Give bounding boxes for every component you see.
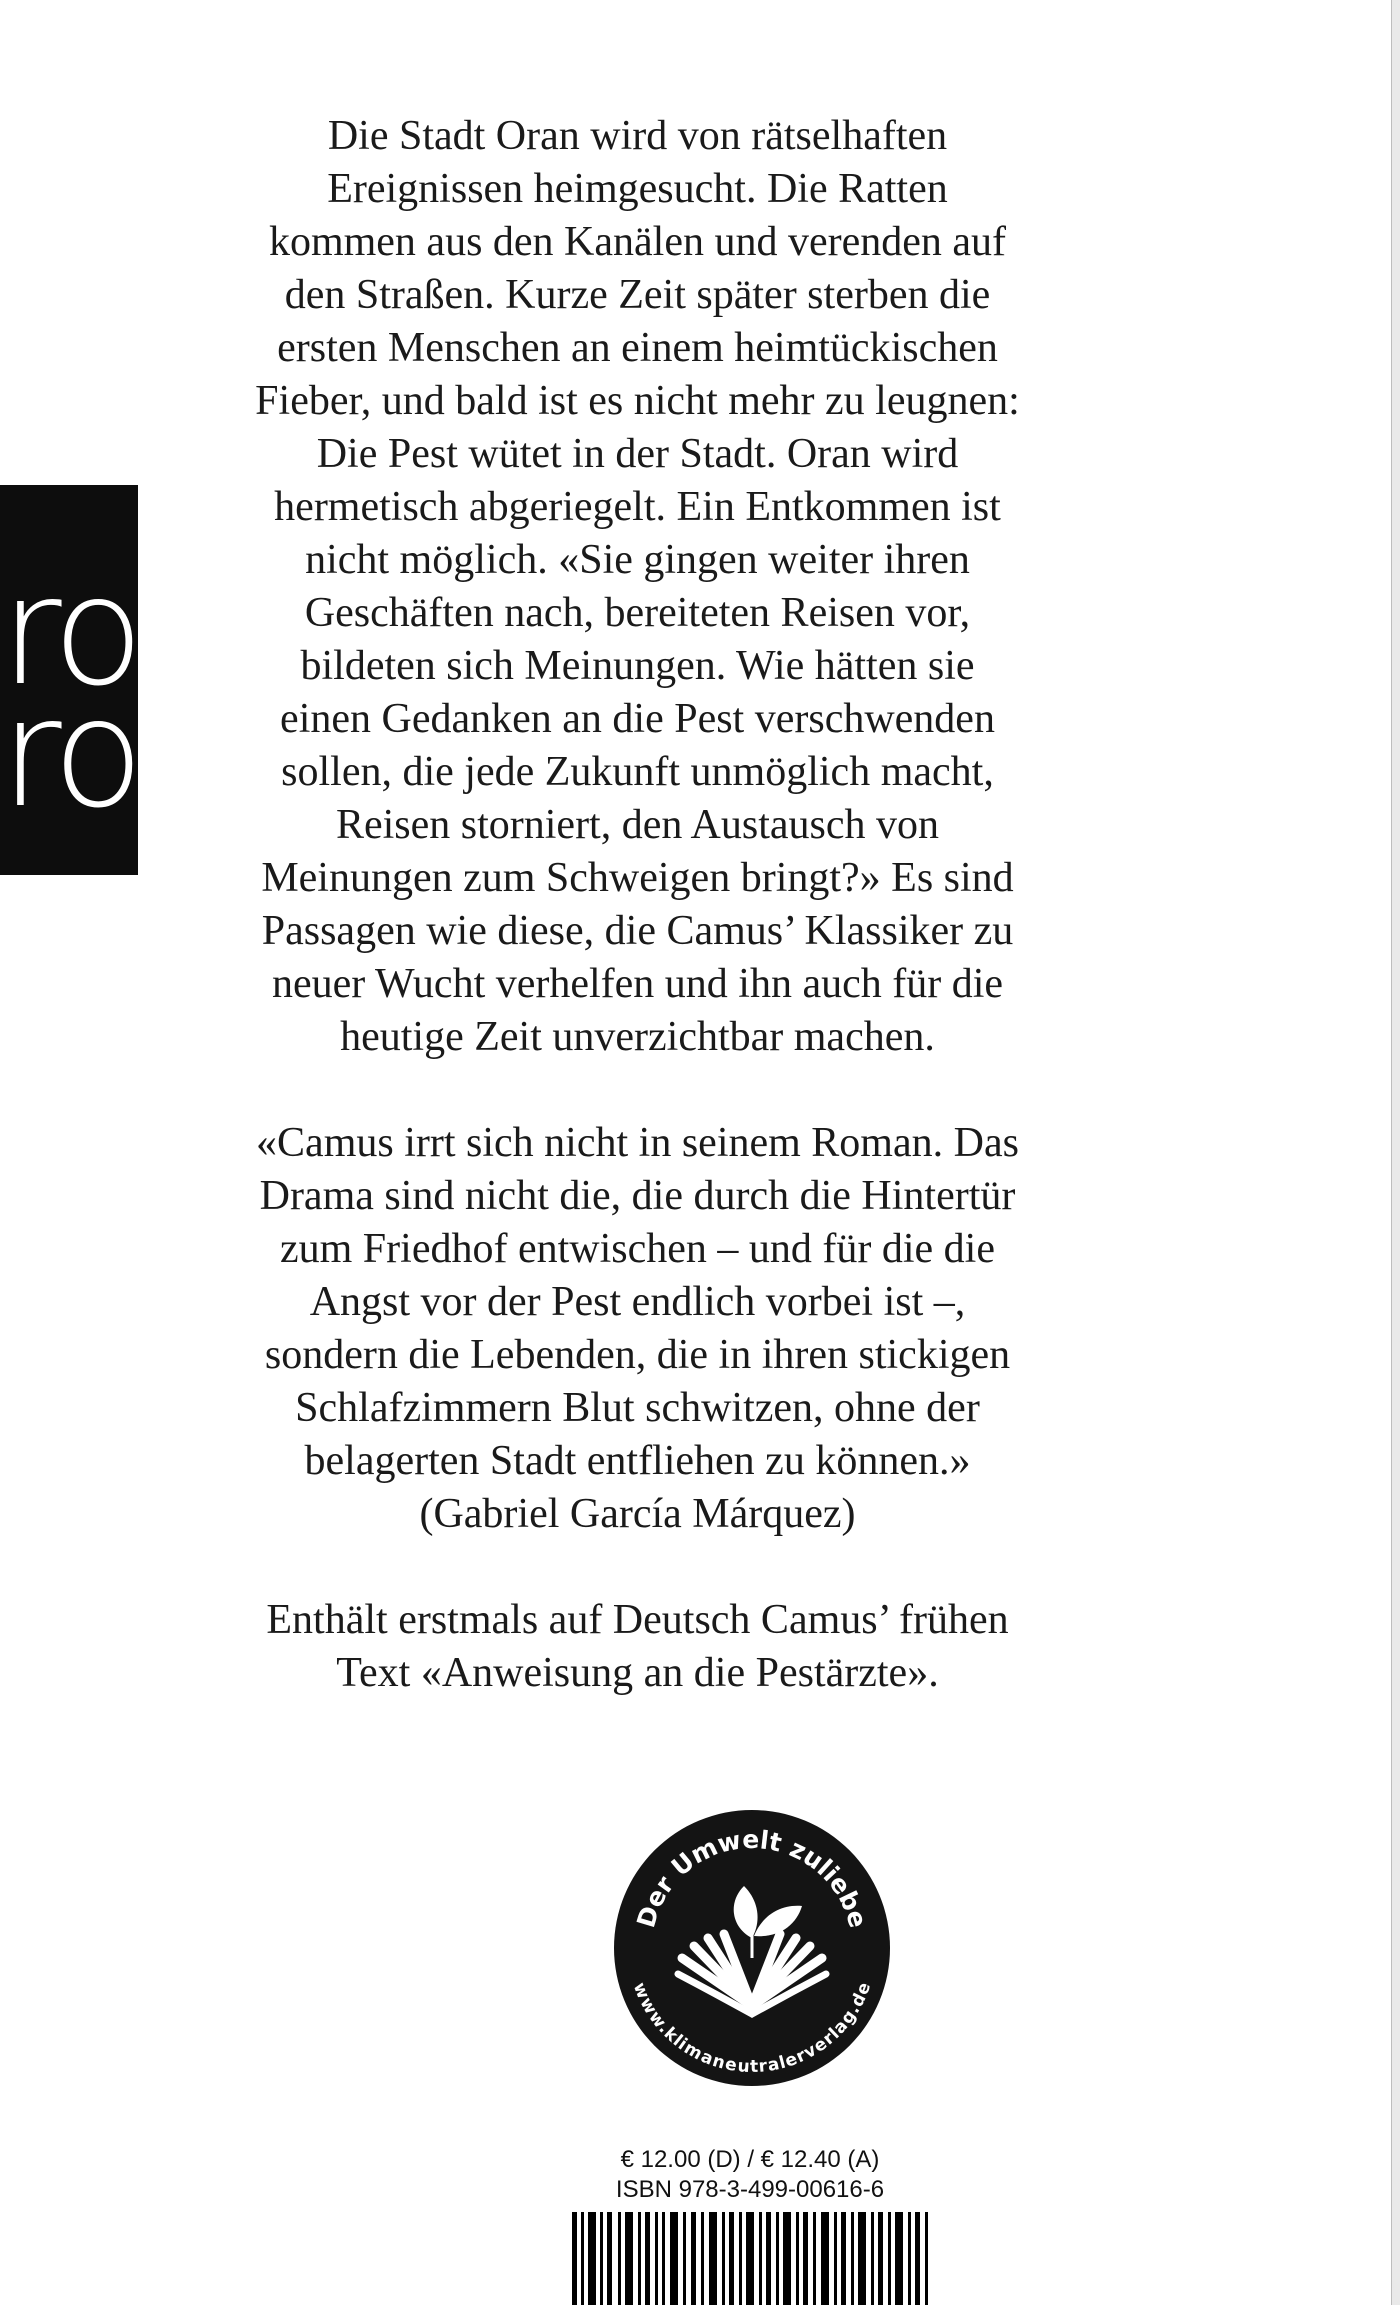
barcode-bar [638, 2212, 641, 2305]
barcode-bar [607, 2212, 612, 2305]
barcode-bar [600, 2212, 603, 2305]
barcode-bar [858, 2212, 866, 2305]
barcode-bar [670, 2212, 678, 2305]
isbn-barcode [572, 2212, 934, 2305]
blurb-quote: «Camus irrt sich nicht in seinem Roman. Das Drama sind nicht die, die durch die Hintertür zum Friedhof entwischen – und für die die Angst vor der Pest endlich vorbei ist –, sondern die Lebenden, die in ihren stickigen Schlafzimmern Blut schwitzen, ohne der belagerten Stadt entfliehen zu können.» (Gabriel García Márquez) [256, 1120, 1019, 1537]
barcode-bar [925, 2212, 928, 2305]
barcode-bar [729, 2212, 734, 2305]
barcode-bar [645, 2212, 650, 2305]
barcode-bar [783, 2212, 791, 2305]
blurb-note: Enthält erstmals auf Deutsch Camus’ frühen Text «Anweisung an die Pestärzte». [266, 1597, 1009, 1696]
barcode-bar [908, 2212, 911, 2305]
barcode-bar [683, 2212, 686, 2305]
publisher-logo [0, 485, 415, 875]
barcode-bar [895, 2212, 903, 2305]
barcode-bar [581, 2212, 584, 2305]
barcode-bar [662, 2212, 665, 2305]
barcode-bar [915, 2212, 920, 2305]
barcode-bar [746, 2212, 754, 2305]
barcode-bar [821, 2212, 829, 2305]
book-edge [1391, 0, 1400, 2305]
barcode-bar [655, 2212, 658, 2305]
publisher-logo-text-repeat: ro [0, 667, 139, 841]
barcode-bar [691, 2212, 696, 2305]
barcode-bar [834, 2212, 837, 2305]
barcode-bar [709, 2212, 717, 2305]
price-block [560, 2145, 940, 2205]
climate-neutral-seal [612, 1808, 892, 2088]
barcode-bar [888, 2212, 891, 2305]
blurb [250, 110, 1025, 1700]
barcode-bar [739, 2212, 742, 2305]
barcode-bar [796, 2212, 799, 2305]
barcode-bar [878, 2212, 883, 2305]
barcode-bar [572, 2212, 577, 2305]
barcode-bar [588, 2212, 596, 2305]
barcode-bar [776, 2212, 779, 2305]
barcode-bar [625, 2212, 633, 2305]
barcode-bar [813, 2212, 816, 2305]
barcode-bar [722, 2212, 725, 2305]
barcode-bar [618, 2212, 621, 2305]
barcode-bar [766, 2212, 771, 2305]
seal-top-text: Der Umwelt zuliebe [631, 1824, 873, 1931]
barcode-bar [851, 2212, 854, 2305]
barcode-bar [701, 2212, 704, 2305]
seal-bottom-text: www.klimaneutralerverlag.de [628, 1979, 876, 2078]
isbn-line: ISBN 978-3-499-00616-6 [615, 2176, 885, 2203]
barcode-bar [759, 2212, 762, 2305]
publisher-logo-text: rororo [0, 545, 415, 719]
barcode-bar [803, 2212, 808, 2305]
barcode-bar [841, 2212, 846, 2305]
blurb-paragraph: Die Stadt Oran wird von rätselhaften Ereignissen heimgesucht. Die Ratten kommen aus den Kanälen und verenden auf den Straßen. Kurze Zeit später sterben die ersten Menschen an einem heimtückischen Fieber, und bald ist es nicht mehr zu leugnen: Die Pest wütet in der Stadt. Oran wird hermetisch abgeriegelt. Ein Entkommen ist nicht möglich. «Sie gingen weiter ihren Geschäften nach, bereiteten Reisen vor, bildeten sich Meinungen. Wie hätten sie einen Gedanken an die Pest verschwenden sollen, die jede Zukunft unmöglich macht, Reisen storniert, den Austausch von Meinungen zum Schweigen bringt?» Es sind Passagen wie diese, die Camus’ Klassiker zu neuer Wucht verhelfen und ihn auch für die heutige Zeit unverzichtbar machen. [255, 113, 1020, 1060]
price-line: € 12.00 (D) / € 12.40 (A) [620, 2146, 880, 2173]
barcode-bar [871, 2212, 874, 2305]
